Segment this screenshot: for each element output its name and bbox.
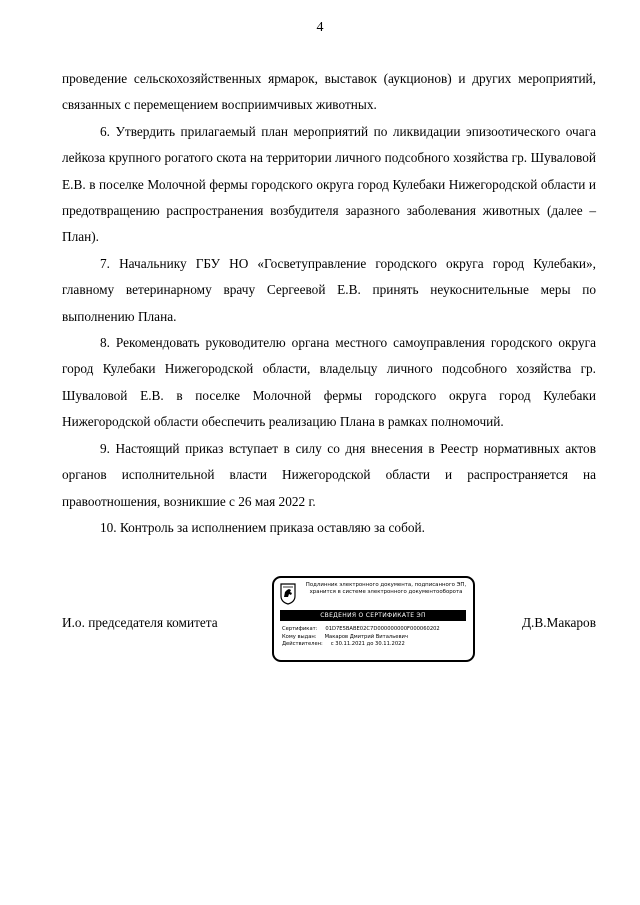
paragraph-item-8: 8. Рекомендовать руководителю органа местного самоуправления городского округа город Кулебаки Нижегородской области, владельцу личного подсобного хозяйства гр. Шуваловой Е.В. в поселке Молочной фермы городского округа город Кулебаки Нижегородской области обеспечить реализацию Плана в рамках полномочий. [62, 335, 596, 430]
paragraph-item-6: 6. Утвердить прилагаемый план мероприятий по ликвидации эпизоотического очага лейкоза крупного рогатого скота на территории личного подсобного хозяйства гр. Шуваловой Е.В. в поселке Молочной фермы городского округа город Кулебаки Нижегородской области и предотвращению распространения возбудителя заразного заболевания животных (далее – План). [62, 123, 596, 245]
stamp-header [302, 582, 470, 596]
stamp-header-line: Подлинник электронного документа, подписанного ЭП, [305, 582, 467, 588]
validity-row [282, 641, 470, 649]
electronic-signature-stamp [272, 576, 475, 662]
paragraph-item-9: 9. Настоящий приказ вступает в силу со дня внесения в Реестр нормативных актов органов исполнительной власти Нижегородской области и распространяется на правоотношения, возникшие с 26 мая 2022 г. [62, 440, 596, 509]
certificate-details [282, 626, 470, 649]
page-number: 4 [316, 20, 324, 35]
certificate-row [282, 626, 470, 634]
paragraph-item-10: 10. Контроль за исполнением приказа оставляю за собой. [100, 519, 425, 535]
stamp-title: СВЕДЕНИЯ О СЕРТИФИКАТЕ ЭП [280, 610, 466, 621]
signatory-position: И.о. председателя комитета [62, 615, 218, 630]
paragraph-continuation: проведение сельскохозяйственных ярмарок, выставок (аукционов) и других мероприятий, связанных с перемещением восприимчивых животных. [62, 71, 596, 113]
document-body [62, 66, 596, 541]
certificate-label: Сертификат: [282, 626, 318, 632]
certificate-value: 01D7E5BABE02C7D000000000F000060202 [325, 626, 440, 632]
coat-of-arms-icon [280, 583, 296, 605]
issued-to-value: Макаров Дмитрий Витальевич [324, 633, 408, 640]
paragraph-item-7: 7. Начальнику ГБУ НО «Госветуправление городского округа город Кулебаки», главному ветеринарному врачу Сергеевой Е.В. принять неукоснительные меры по выполнению Плана. [62, 255, 596, 324]
validity-value: с 30.11.2021 до 30.11.2022 [330, 641, 405, 648]
issued-to-label: Кому выдан: [282, 633, 317, 640]
signatory-name: Д.В.Макаров [521, 615, 596, 630]
stamp-header-line: хранится в системе электронного документооборота [309, 589, 463, 595]
validity-label: Действителен: [282, 641, 323, 648]
